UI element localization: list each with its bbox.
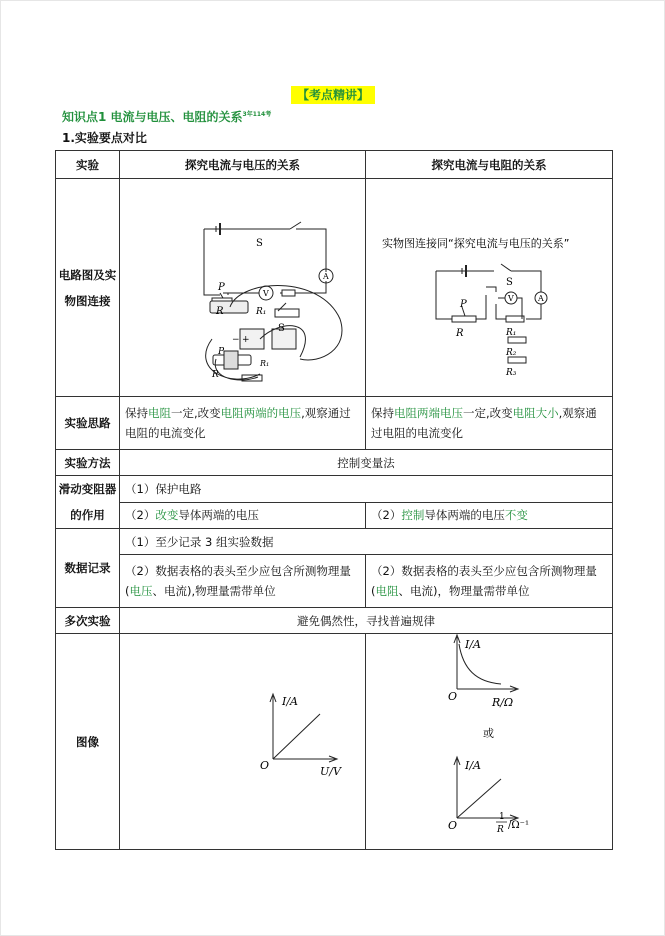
svg-text:I/A: I/A xyxy=(465,638,481,651)
header-voltage: 探究电流与电压的关系 xyxy=(120,151,366,179)
svg-text:I/A: I/A xyxy=(282,695,298,708)
svg-text:P: P xyxy=(460,299,467,310)
svg-text:R: R xyxy=(212,370,219,380)
svg-text:S: S xyxy=(256,238,263,249)
exam-count: 3年114考 xyxy=(242,111,272,118)
voltage-circuit-cell xyxy=(120,179,366,397)
rheostat-row-2 xyxy=(56,502,613,529)
svg-text:R₁: R₁ xyxy=(256,307,267,317)
knowledge-point-title: 知识点1 电流与电压、电阻的关系$^{3年114考}$ xyxy=(62,110,272,124)
svg-text:A: A xyxy=(538,294,544,303)
record-resistance: （2）数据表格的表头至少应包含所测物理量(电阻、电流)，物理量需带单位 xyxy=(366,555,613,608)
rheostat-label: 滑动变阻器的作用 xyxy=(56,476,120,529)
svg-text:V: V xyxy=(263,289,269,298)
repeat-label: 多次实验 xyxy=(56,608,120,634)
record-row-1 xyxy=(56,529,613,555)
graph-row xyxy=(56,634,613,850)
method-label: 实验方法 xyxy=(56,450,120,476)
record-voltage: （2）数据表格的表头至少应包含所测物理量(电压、电流),物理量需带单位 xyxy=(120,555,366,608)
idea-resistance: 保持电阻两端电压一定,改变电阻大小,观察通过电阻的电流变化 xyxy=(366,397,613,450)
record-label: 数据记录 xyxy=(56,529,120,608)
comparison-table xyxy=(55,150,613,850)
record-shared: （1）至少记录 3 组实验数据 xyxy=(120,529,613,555)
resistance-circuit-cell xyxy=(366,179,613,397)
circuit-row-label: 电路图及实物图连接 xyxy=(56,179,120,397)
svg-text:R: R xyxy=(456,328,464,339)
svg-text:或: 或 xyxy=(483,727,494,740)
svg-text:U/V: U/V xyxy=(320,765,341,778)
svg-text:O: O xyxy=(448,819,458,832)
svg-text:P: P xyxy=(218,282,225,293)
ir-graphs xyxy=(366,634,613,843)
svg-text:I/A: I/A xyxy=(465,759,481,772)
iu-graph xyxy=(120,634,366,843)
svg-text:A: A xyxy=(323,272,329,281)
repeat-value: 避免偶然性，寻找普遍规律 xyxy=(120,608,613,634)
iu-line xyxy=(273,714,320,759)
svg-text:+: + xyxy=(242,335,250,345)
graph-resistance-cell xyxy=(366,634,613,850)
svg-text:S: S xyxy=(506,277,513,288)
svg-text:R₁: R₁ xyxy=(506,328,517,338)
voltage-circuit-diagram xyxy=(120,179,366,390)
svg-text:/Ω⁻¹: /Ω⁻¹ xyxy=(508,820,529,831)
circuit-row xyxy=(56,179,613,397)
svg-text:R₁: R₁ xyxy=(260,359,270,368)
table-header-row xyxy=(56,151,613,179)
subsection-title: 1.实验要点对比 xyxy=(62,131,147,145)
header-resistance: 探究电流与电阻的关系 xyxy=(366,151,613,179)
svg-text:R₂: R₂ xyxy=(506,348,517,358)
method-value: 控制变量法 xyxy=(120,450,613,476)
idea-voltage: 保持电阻一定,改变电阻两端的电压,观察通过电阻的电流变化 xyxy=(120,397,366,450)
idea-row xyxy=(56,397,613,450)
section-tag: 【考点精讲】 xyxy=(291,86,375,104)
idea-label: 实验思路 xyxy=(56,397,120,450)
rheostat-shared: （1）保护电路 xyxy=(120,476,613,503)
svg-text:1: 1 xyxy=(499,812,505,822)
svg-text:实物图连接同“探究电流与电压的关系”: 实物图连接同“探究电流与电压的关系” xyxy=(382,237,570,250)
svg-text:R/Ω: R/Ω xyxy=(492,696,514,709)
method-row xyxy=(56,450,613,476)
svg-text:−: − xyxy=(232,335,240,345)
rheostat-resistance: （2）控制导体两端的电压不变 xyxy=(366,502,613,529)
header-experiment: 实验 xyxy=(56,151,120,179)
rheostat-row-1 xyxy=(56,476,613,503)
svg-text:S: S xyxy=(278,323,285,334)
repeat-row xyxy=(56,608,613,634)
svg-text:V: V xyxy=(508,294,514,303)
svg-text:R: R xyxy=(497,825,504,835)
rheostat-voltage: （2）改变导体两端的电压 xyxy=(120,502,366,529)
record-row-2 xyxy=(56,555,613,608)
graph-voltage-cell xyxy=(120,634,366,850)
svg-text:R₃: R₃ xyxy=(506,368,517,378)
svg-text:O: O xyxy=(260,759,270,772)
i-inverse-r-line xyxy=(457,779,501,818)
resistance-circuit-diagram xyxy=(366,179,613,390)
svg-text:P: P xyxy=(218,347,225,357)
graph-label: 图像 xyxy=(56,634,120,850)
svg-text:O: O xyxy=(448,690,458,703)
svg-text:R: R xyxy=(216,306,224,317)
